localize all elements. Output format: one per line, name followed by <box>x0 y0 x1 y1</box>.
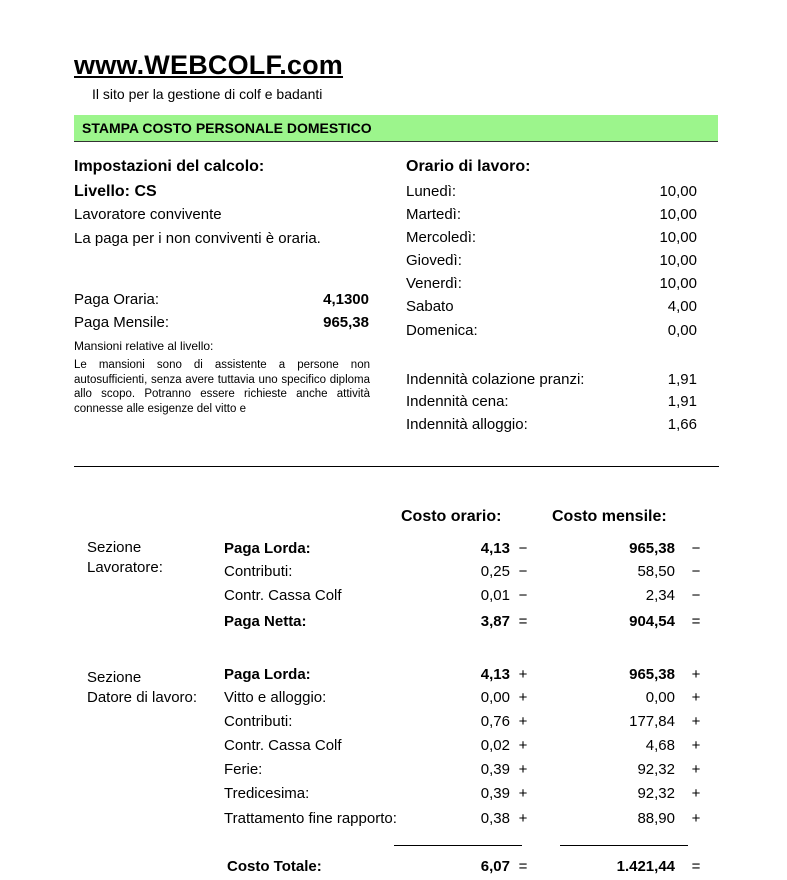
worker-section-label-2: Lavoratore: <box>87 559 163 576</box>
cost-row-hourly-op: + <box>518 689 528 706</box>
schedule-day-label: Mercoledì: <box>406 229 477 246</box>
cost-row-label: Paga Lorda: <box>224 540 311 557</box>
total-hourly: 6,07 <box>480 858 510 875</box>
cost-row-hourly: 0,39 <box>480 785 510 802</box>
cost-row-monthly: 904,54 <box>629 613 675 630</box>
settings-heading: Impostazioni del calcolo: <box>74 158 265 175</box>
monthly-pay-label: Paga Mensile: <box>74 314 170 331</box>
cost-row-label: Contributi: <box>224 713 293 730</box>
schedule-day-label: Domenica: <box>406 322 478 339</box>
worker-type: Lavoratore convivente <box>74 206 222 223</box>
allowance-label: Indennità colazione pranzi: <box>406 371 585 388</box>
section-divider <box>74 466 719 467</box>
allowance-label: Indennità alloggio: <box>406 416 528 433</box>
total-label: Costo Totale: <box>227 858 322 875</box>
schedule-day-label: Giovedì: <box>406 252 462 269</box>
cost-row-hourly: 4,13 <box>480 540 510 557</box>
cost-row-hourly: 0,76 <box>480 713 510 730</box>
cost-row-label: Trattamento fine rapporto: <box>224 810 397 827</box>
schedule-day-label: Lunedì: <box>406 183 457 200</box>
cost-row-hourly: 0,01 <box>480 587 510 604</box>
cost-row-monthly: 92,32 <box>637 761 675 778</box>
cost-row-label: Contributi: <box>224 563 293 580</box>
monthly-sum-line <box>560 845 688 846</box>
monthly-pay-value: 965,38 <box>323 314 369 331</box>
cost-row-hourly-op: + <box>518 810 528 827</box>
hourly-sum-line <box>394 845 522 846</box>
cost-row-hourly-op: + <box>518 737 528 754</box>
cost-row-hourly-op: + <box>518 761 528 778</box>
schedule-day-hours: 10,00 <box>659 252 697 269</box>
cost-row-hourly-op: + <box>518 785 528 802</box>
report-title: STAMPA COSTO PERSONALE DOMESTICO <box>82 120 372 136</box>
schedule-day-label: Martedì: <box>406 206 462 223</box>
cost-row-hourly: 4,13 <box>480 666 510 683</box>
cost-row-hourly-op: + <box>518 713 528 730</box>
cost-row-monthly-op: + <box>691 689 701 706</box>
duties-label: Mansioni relative al livello: <box>74 339 214 353</box>
total-monthly: 1.421,44 <box>616 858 675 875</box>
cost-row-monthly-op: = <box>691 613 701 630</box>
cost-row-monthly: 0,00 <box>645 689 675 706</box>
cost-row-monthly-op: − <box>691 540 701 557</box>
worker-section-label-1: Sezione <box>87 539 142 556</box>
cost-row-label: Paga Netta: <box>224 613 307 630</box>
hourly-pay-value: 4,1300 <box>323 291 369 308</box>
cost-row-monthly-op: − <box>691 587 701 604</box>
site-title[interactable]: www.WEBCOLF.com <box>74 50 344 80</box>
schedule-day-hours: 4,00 <box>667 298 697 315</box>
cost-row-monthly: 177,84 <box>629 713 675 730</box>
schedule-day-hours: 10,00 <box>659 229 697 246</box>
cost-row-hourly-op: − <box>518 540 528 557</box>
cost-row-label: Vitto e alloggio: <box>224 689 327 706</box>
cost-row-hourly: 0,39 <box>480 761 510 778</box>
cost-row-hourly-op: + <box>518 666 528 683</box>
total-hourly-op: = <box>518 858 528 875</box>
employer-section-label-1: Sezione <box>87 669 142 686</box>
cost-row-monthly: 58,50 <box>637 563 675 580</box>
cost-row-monthly: 965,38 <box>629 666 675 683</box>
schedule-day-label: Venerdì: <box>406 275 462 292</box>
cost-row-monthly-op: + <box>691 666 701 683</box>
cost-row-hourly: 0,25 <box>480 563 510 580</box>
cost-row-hourly: 3,87 <box>480 613 510 630</box>
cost-row-hourly: 0,02 <box>480 737 510 754</box>
cost-row-hourly: 0,00 <box>480 689 510 706</box>
cost-row-hourly: 0,38 <box>480 810 510 827</box>
cost-row-monthly: 965,38 <box>629 540 675 557</box>
duties-text: Le mansioni sono di assistente a persone non autosufficienti, senza avere tuttavia uno specifico diploma allo scopo. Potranno essere richieste anche attività connesse alle esigenze del vitto e <box>74 359 370 415</box>
site-tagline: Il sito per la gestione di colf e badanti <box>92 86 323 102</box>
cost-row-label: Ferie: <box>224 761 263 778</box>
schedule-heading: Orario di lavoro: <box>406 158 531 175</box>
cost-row-monthly-op: + <box>691 761 701 778</box>
hourly-pay-label: Paga Oraria: <box>74 291 160 308</box>
cost-row-monthly-op: + <box>691 785 701 802</box>
schedule-day-hours: 0,00 <box>667 322 697 339</box>
cost-row-monthly: 2,34 <box>645 587 675 604</box>
level-label: Livello: CS <box>74 183 157 200</box>
employer-section-label-2: Datore di lavoro: <box>87 689 198 706</box>
schedule-day-hours: 10,00 <box>659 183 697 200</box>
cost-row-monthly: 92,32 <box>637 785 675 802</box>
cost-row-label: Contr. Cassa Colf <box>224 737 342 754</box>
col-monthly-header: Costo mensile: <box>552 508 667 525</box>
cost-row-monthly-op: + <box>691 713 701 730</box>
hourly-note: La paga per i non conviventi è oraria. <box>74 230 321 247</box>
cost-row-label: Contr. Cassa Colf <box>224 587 342 604</box>
cost-row-monthly-op: + <box>691 737 701 754</box>
allowance-value: 1,91 <box>667 393 697 410</box>
total-monthly-op: = <box>691 858 701 875</box>
allowance-value: 1,66 <box>667 416 697 433</box>
cost-row-monthly: 88,90 <box>637 810 675 827</box>
report-banner <box>74 115 718 142</box>
allowance-label: Indennità cena: <box>406 393 509 410</box>
schedule-day-hours: 10,00 <box>659 206 697 223</box>
col-hourly-header: Costo orario: <box>401 508 502 525</box>
cost-row-monthly-op: − <box>691 563 701 580</box>
cost-row-label: Tredicesima: <box>224 785 310 802</box>
cost-row-label: Paga Lorda: <box>224 666 311 683</box>
cost-row-hourly-op: − <box>518 563 528 580</box>
schedule-day-label: Sabato <box>406 298 454 315</box>
cost-row-monthly-op: + <box>691 810 701 827</box>
cost-row-hourly-op: − <box>518 587 528 604</box>
schedule-day-hours: 10,00 <box>659 275 697 292</box>
cost-row-hourly-op: = <box>518 613 528 630</box>
allowance-value: 1,91 <box>667 371 697 388</box>
cost-row-monthly: 4,68 <box>645 737 675 754</box>
